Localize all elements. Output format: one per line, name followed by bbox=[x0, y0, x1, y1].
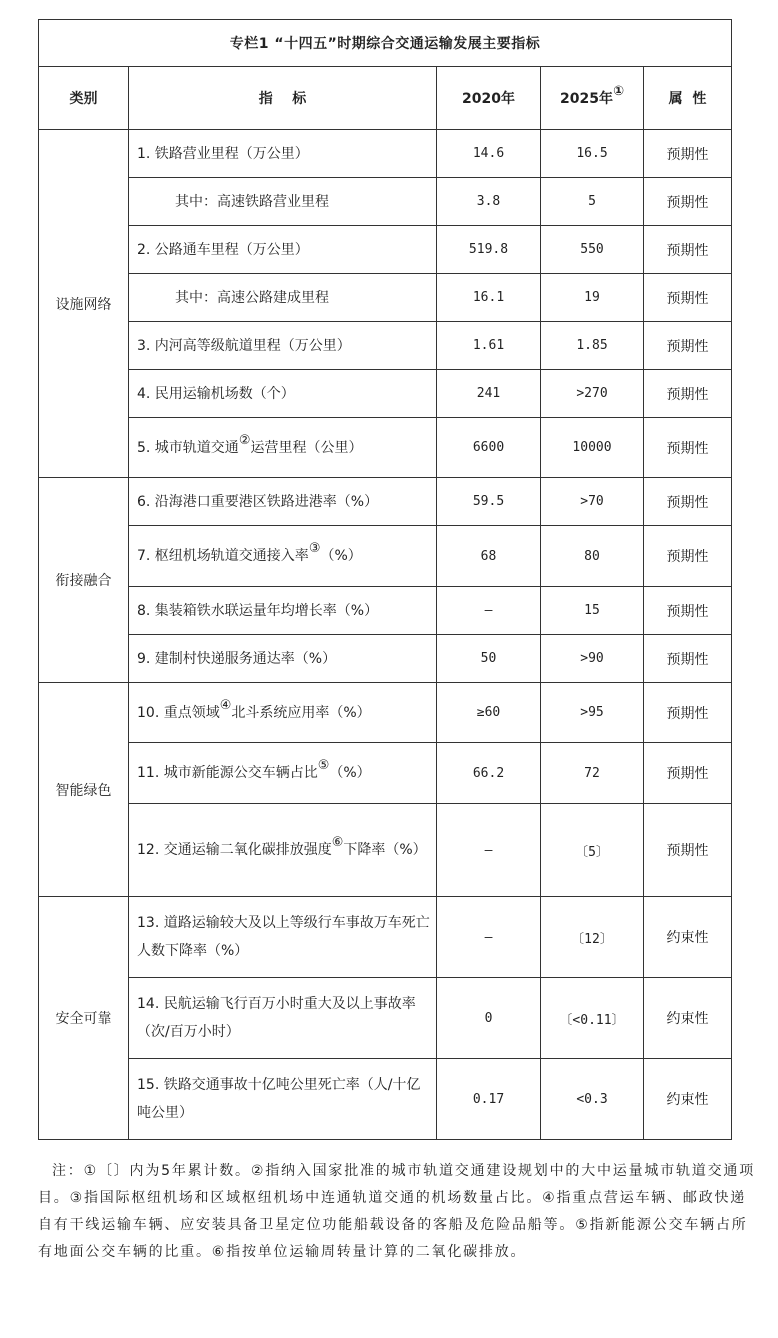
attribute-cell: 预期性 bbox=[644, 274, 732, 322]
indicator-text: 5. 城市轨道交通 bbox=[137, 439, 239, 456]
value-2025: 〔12〕 bbox=[541, 897, 644, 978]
indicator-cell: 其中：高速公路建成里程 bbox=[129, 274, 437, 322]
value-2025: <0.3 bbox=[541, 1059, 644, 1140]
table-row bbox=[39, 178, 732, 226]
table-row bbox=[39, 526, 732, 587]
header-2025-label: 2025年 bbox=[560, 91, 613, 107]
value-2020: 50 bbox=[437, 635, 541, 683]
indicators-table bbox=[38, 19, 732, 1140]
attribute-cell: 预期性 bbox=[644, 804, 732, 897]
category-facilities: 设施网络 bbox=[39, 130, 129, 478]
value-2020: 241 bbox=[437, 370, 541, 418]
indicator-cell: 14. 民航运输飞行百万小时重大及以上事故率（次/百万小时） bbox=[129, 978, 437, 1059]
value-2020: 6600 bbox=[437, 418, 541, 478]
table-row bbox=[39, 226, 732, 274]
indicator-cell: 2. 公路通车里程（万公里） bbox=[129, 226, 437, 274]
value-2025: 1.85 bbox=[541, 322, 644, 370]
header-2020: 2020年 bbox=[437, 67, 541, 130]
value-2025: 19 bbox=[541, 274, 644, 322]
table-notes: 注：①〔〕内为5年累计数。②指纳入国家批准的城市轨道交通建设规划中的大中运量城市轨道交通项目。③指国际枢纽机场和区域枢纽机场中连通轨道交通的机场数量占比。④指重点营运车辆、邮政快递自有干线运输车辆、应安装具备卫星定位功能船载设备的客船及危险品船等。⑤指新能源公交车辆占所有地面公交车辆的比重。⑥指按单位运输周转量计算的二氧化碳排放。 bbox=[38, 1163, 756, 1260]
value-2025: 5 bbox=[541, 178, 644, 226]
table-row bbox=[39, 322, 732, 370]
value-2020: — bbox=[437, 897, 541, 978]
attribute-cell: 约束性 bbox=[644, 897, 732, 978]
attribute-cell: 预期性 bbox=[644, 683, 732, 743]
header-category: 类别 bbox=[39, 67, 129, 130]
table-header-row bbox=[39, 67, 732, 130]
footnote-marker: ③ bbox=[308, 541, 321, 556]
table-row bbox=[39, 370, 732, 418]
table-row bbox=[39, 804, 732, 897]
indicator-cell: 13. 道路运输较大及以上等级行车事故万车死亡人数下降率（%） bbox=[129, 897, 437, 978]
indicator-text: 7. 枢纽机场轨道交通接入率 bbox=[137, 548, 309, 564]
attribute-cell: 预期性 bbox=[644, 178, 732, 226]
table-row bbox=[39, 897, 732, 978]
indicator-cell: 4. 民用运输机场数（个） bbox=[129, 370, 437, 418]
table-row bbox=[39, 635, 732, 683]
footnote-marker: ② bbox=[238, 432, 251, 448]
indicator-cell: 9. 建制村快递服务通达率（%） bbox=[129, 635, 437, 683]
indicator-cell: 15. 铁路交通事故十亿吨公里死亡率（人/十亿吨公里） bbox=[129, 1059, 437, 1140]
footnote-marker: ⑤ bbox=[317, 758, 330, 773]
value-2025: >95 bbox=[541, 683, 644, 743]
attribute-cell: 预期性 bbox=[644, 587, 732, 635]
table-row bbox=[39, 587, 732, 635]
value-2020: — bbox=[437, 587, 541, 635]
value-2020: 68 bbox=[437, 526, 541, 587]
attribute-cell: 预期性 bbox=[644, 418, 732, 478]
indicator-text: 10. 重点领域 bbox=[137, 704, 220, 721]
indicator-text: 运营里程（公里） bbox=[250, 439, 363, 456]
value-2025: 10000 bbox=[541, 418, 644, 478]
value-2025: 80 bbox=[541, 526, 644, 587]
value-2020: 14.6 bbox=[437, 130, 541, 178]
header-indicator: 指 标 bbox=[129, 67, 437, 130]
attribute-cell: 预期性 bbox=[644, 322, 732, 370]
value-2020: 1.61 bbox=[437, 322, 541, 370]
indicator-cell: 6. 沿海港口重要港区铁路进港率（%） bbox=[129, 478, 437, 526]
indicator-cell bbox=[129, 743, 437, 804]
table-row bbox=[39, 1059, 732, 1140]
value-2020: 59.5 bbox=[437, 478, 541, 526]
value-2025: >70 bbox=[541, 478, 644, 526]
value-2020: 519.8 bbox=[437, 226, 541, 274]
indicator-text: 下降率（%） bbox=[343, 842, 427, 858]
attribute-cell: 预期性 bbox=[644, 226, 732, 274]
indicator-cell: 3. 内河高等级航道里程（万公里） bbox=[129, 322, 437, 370]
header-2025 bbox=[541, 67, 644, 130]
attribute-cell: 预期性 bbox=[644, 370, 732, 418]
attribute-cell: 预期性 bbox=[644, 130, 732, 178]
table-row bbox=[39, 418, 732, 478]
table-row bbox=[39, 978, 732, 1059]
value-2020: 0.17 bbox=[437, 1059, 541, 1140]
value-2025: 〔<0.11〕 bbox=[541, 978, 644, 1059]
category-safety: 安全可靠 bbox=[39, 897, 129, 1140]
indicator-text: （%） bbox=[320, 548, 362, 564]
value-2020: 16.1 bbox=[437, 274, 541, 322]
value-2025: >270 bbox=[541, 370, 644, 418]
indicator-cell bbox=[129, 683, 437, 743]
value-2025: 16.5 bbox=[541, 130, 644, 178]
table-row bbox=[39, 130, 732, 178]
indicator-cell: 1. 铁路营业里程（万公里） bbox=[129, 130, 437, 178]
attribute-cell: 预期性 bbox=[644, 526, 732, 587]
value-2025: 550 bbox=[541, 226, 644, 274]
table-row bbox=[39, 683, 732, 743]
value-2020: 3.8 bbox=[437, 178, 541, 226]
attribute-cell: 约束性 bbox=[644, 1059, 732, 1140]
table-row bbox=[39, 478, 732, 526]
category-smart-green: 智能绿色 bbox=[39, 683, 129, 897]
indicator-text: 11. 城市新能源公交车辆占比 bbox=[137, 765, 318, 781]
header-attribute: 属 性 bbox=[644, 67, 732, 130]
indicator-cell bbox=[129, 418, 437, 478]
table-title: 专栏1 “十四五”时期综合交通运输发展主要指标 bbox=[39, 20, 732, 67]
value-2020: 0 bbox=[437, 978, 541, 1059]
indicator-cell: 8. 集装箱铁水联运量年均增长率（%） bbox=[129, 587, 437, 635]
value-2020: ≥60 bbox=[437, 683, 541, 743]
header-2025-footnote: ① bbox=[612, 84, 624, 99]
indicator-text: 北斗系统应用率（%） bbox=[231, 704, 371, 721]
value-2025: 72 bbox=[541, 743, 644, 804]
attribute-cell: 预期性 bbox=[644, 478, 732, 526]
table-row bbox=[39, 743, 732, 804]
value-2025: 〔5〕 bbox=[541, 804, 644, 897]
indicator-cell: 其中：高速铁路营业里程 bbox=[129, 178, 437, 226]
value-2020: 66.2 bbox=[437, 743, 541, 804]
value-2025: 15 bbox=[541, 587, 644, 635]
indicator-text: （%） bbox=[329, 765, 371, 781]
category-integration: 衔接融合 bbox=[39, 478, 129, 683]
value-2025: >90 bbox=[541, 635, 644, 683]
footnote-marker: ④ bbox=[219, 697, 232, 713]
footnote-marker: ⑥ bbox=[331, 835, 344, 850]
attribute-cell: 预期性 bbox=[644, 635, 732, 683]
indicator-cell bbox=[129, 526, 437, 587]
value-2020: — bbox=[437, 804, 541, 897]
attribute-cell: 预期性 bbox=[644, 743, 732, 804]
indicator-text: 12. 交通运输二氧化碳排放强度 bbox=[137, 842, 332, 858]
table-row bbox=[39, 274, 732, 322]
indicator-cell bbox=[129, 804, 437, 897]
attribute-cell: 约束性 bbox=[644, 978, 732, 1059]
